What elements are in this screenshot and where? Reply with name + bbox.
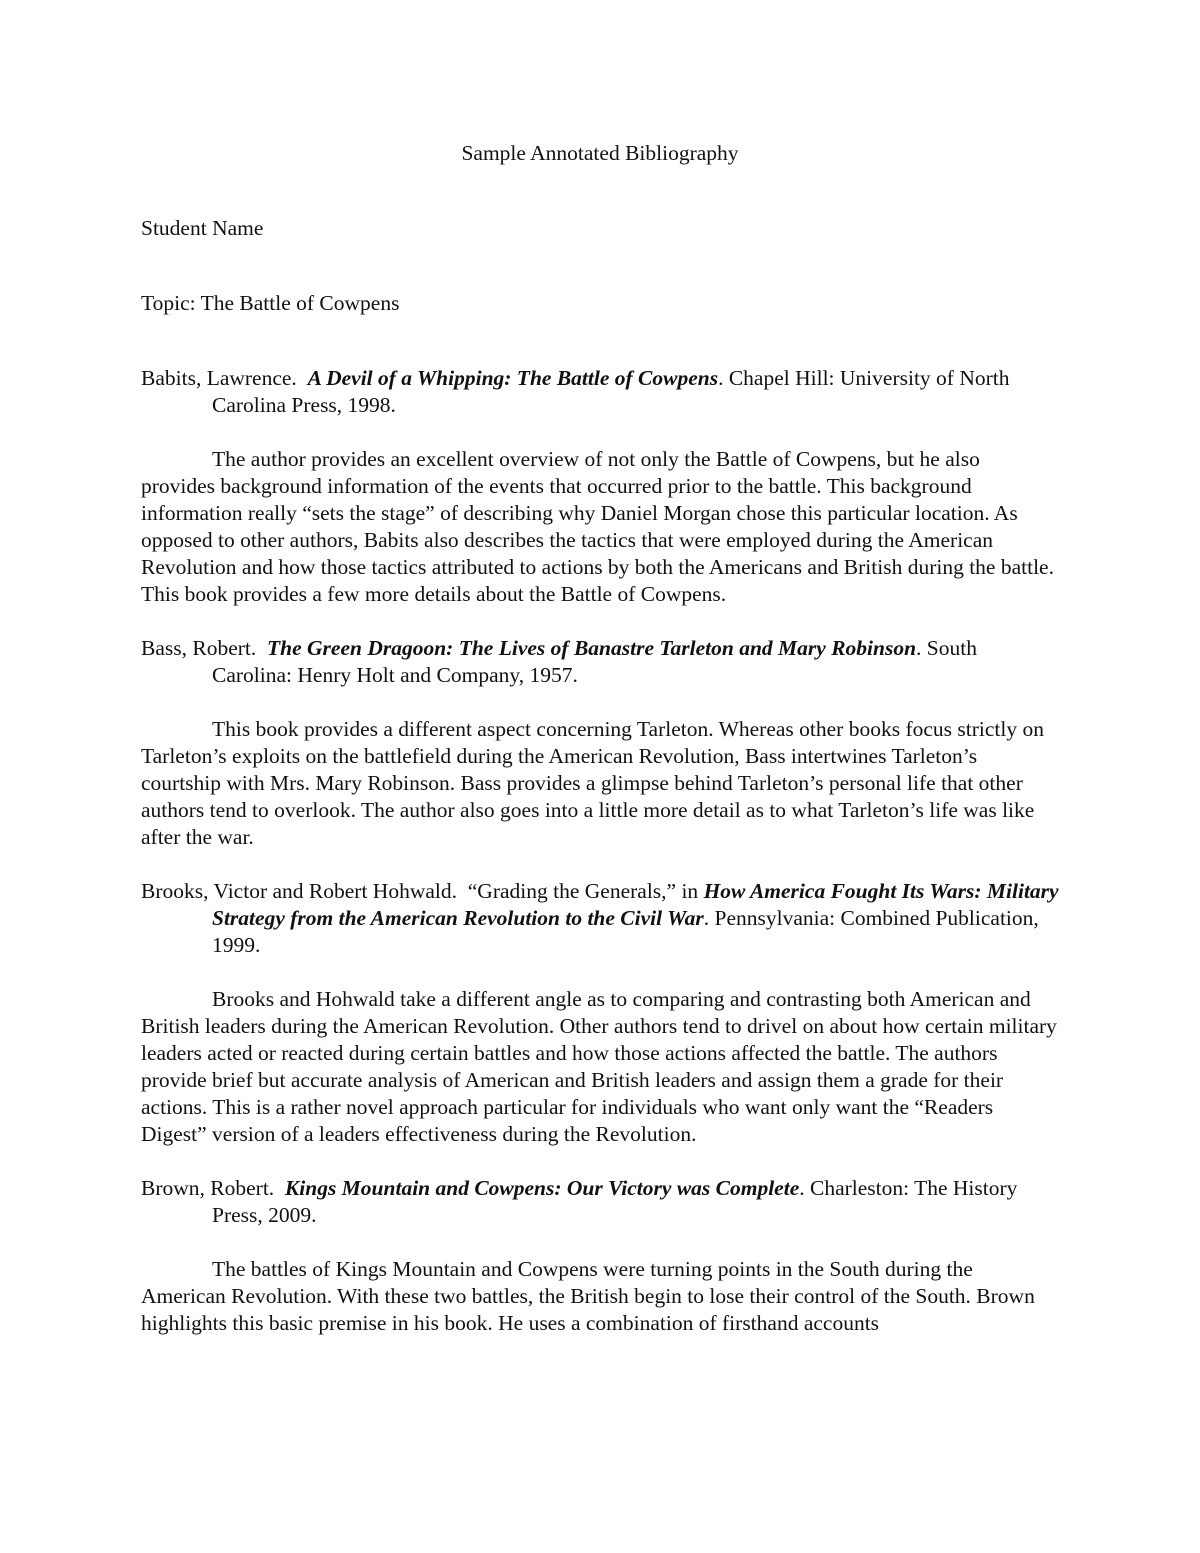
annotation-text: The author provides an excellent overview of not only the Battle of Cowpens, but he also provides background information of the events that occurred prior to the battle. This background information really “sets the stage” of describing why Daniel Morgan chose this particular location. As opposed to other authors, Babits also describes the tactics that were employed during the American Revolution and how those tactics attributed to actions by both the Americans and British during the battle. This book provides a few more details about the Battle of Cowpens.	[141, 447, 1054, 606]
annotation-text: Brooks and Hohwald take a different angle as to comparing and contrasting both American and British leaders during the American Revolution. Other authors tend to drivel on about how certain military leaders acted or reacted during certain battles and how those actions affected the battle. The authors provide brief but accurate analysis of American and British leaders and assign them a grade for their actions. This is a rather novel approach particular for individuals who want only want the “Readers Digest” version of a leaders effectiveness during the Revolution.	[141, 987, 1057, 1146]
citation-author: Bass, Robert.	[141, 636, 257, 660]
citation-publication: . Charleston: The History Press, 2009.	[212, 1176, 1018, 1227]
bibliography-entry	[141, 878, 1059, 1148]
bibliography-entry	[141, 635, 1059, 851]
topic-line: Topic: The Battle of Cowpens	[141, 291, 400, 315]
student-name-line: Student Name	[141, 216, 264, 240]
citation-author: Babits, Lawrence.	[141, 366, 297, 390]
citation-publication: . South Carolina: Henry Holt and Company, 1957.	[212, 636, 977, 687]
citation-publication: . Pennsylvania: Combined Publication, 1999.	[212, 906, 1039, 957]
citation	[141, 365, 1059, 419]
document-body	[141, 140, 1059, 1364]
citation-work-title: Kings Mountain and Cowpens: Our Victory was Complete	[284, 1176, 800, 1200]
citation-author: Brown, Robert.	[141, 1176, 275, 1200]
document-title: Sample Annotated Bibliography	[461, 141, 739, 165]
citation-work-title: How America Fought Its Wars: Military Strategy from the American Revolution to the Civil War	[212, 879, 1059, 930]
citation-work-title: A Devil of a Whipping: The Battle of Cowpens	[307, 366, 719, 390]
citation-author: Brooks, Victor and Robert Hohwald.	[141, 879, 457, 903]
annotation-text: This book provides a different aspect concerning Tarleton. Whereas other books focus strictly on Tarleton’s exploits on the battlefield during the American Revolution, Bass intertwines Tarleton’s courtship with Mrs. Mary Robinson. Bass provides a glimpse behind Tarleton’s personal life that other authors tend to overlook. The author also goes into a little more detail as to what Tarleton’s life was like after the war.	[141, 717, 1044, 849]
citation	[141, 635, 1059, 689]
annotation-text: The battles of Kings Mountain and Cowpens were turning points in the South during the American Revolution. With these two battles, the British begin to lose their control of the South. Brown highlights this basic premise in his book. He uses a combination of firsthand accounts	[141, 1257, 1035, 1335]
citation-chapter-title: “Grading the Generals,” in	[467, 879, 699, 903]
citation	[141, 878, 1059, 959]
citation-work-title: The Green Dragoon: The Lives of Banastre Tarleton and Mary Robinson	[267, 636, 917, 660]
bibliography-entry	[141, 365, 1059, 608]
citation	[141, 1175, 1059, 1229]
citation-publication: . Chapel Hill: University of North Carolina Press, 1998.	[212, 366, 1010, 417]
bibliography-entry	[141, 1175, 1059, 1337]
